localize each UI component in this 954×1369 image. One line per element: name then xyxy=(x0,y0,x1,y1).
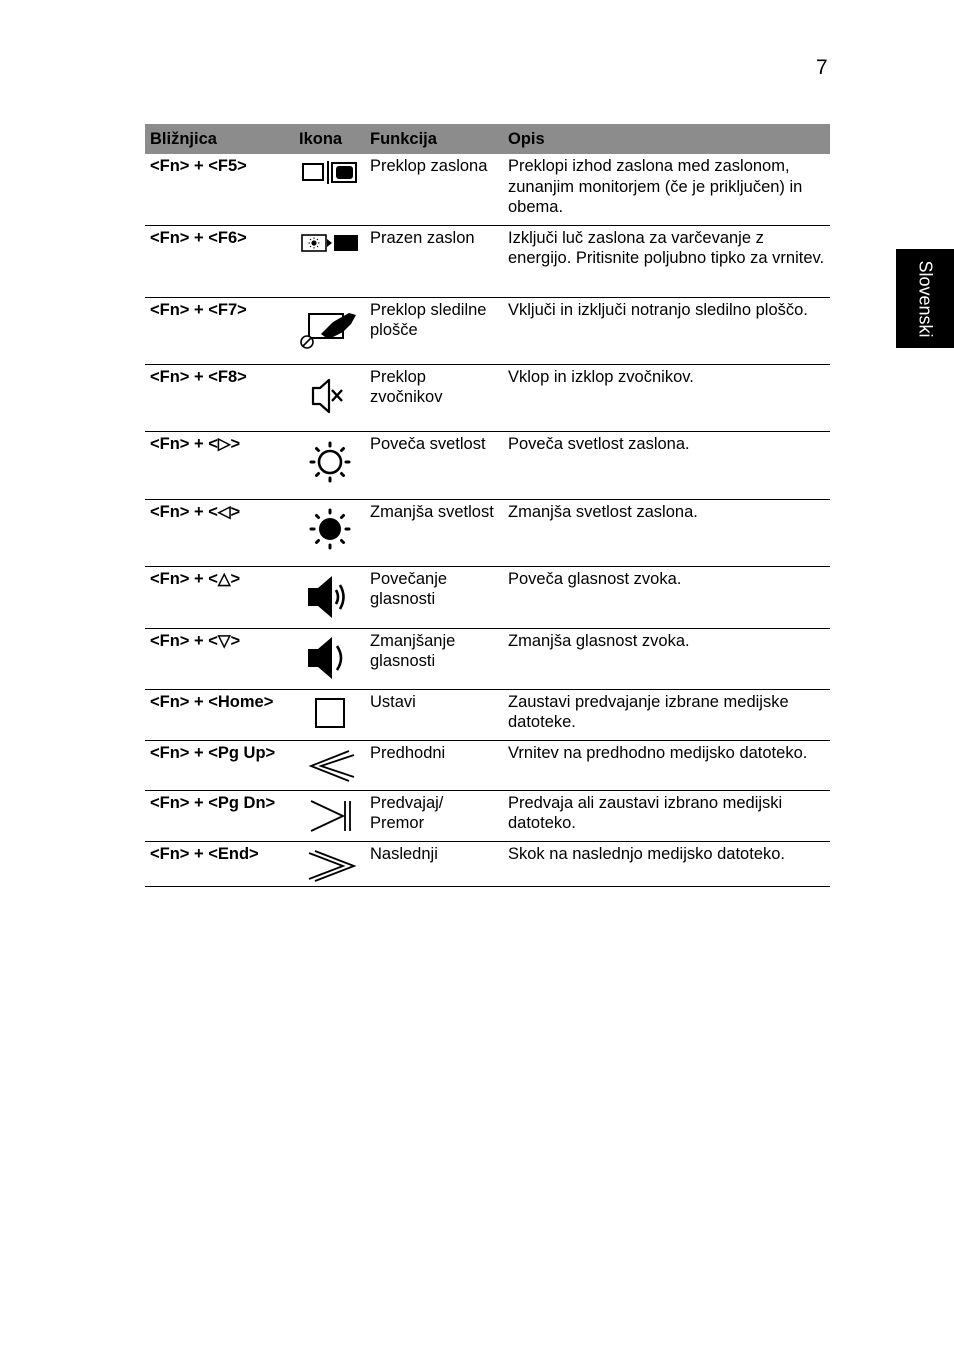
stop-icon xyxy=(299,694,361,734)
function-cell: Preklop sledilne plošče xyxy=(365,297,503,364)
shortcut-cell: <Fn> + <Home> xyxy=(145,689,294,740)
description-cell: Vrnitev na predhodno medijsko datoteko. xyxy=(503,740,830,790)
brightness-down-icon xyxy=(299,505,361,555)
description-cell: Predvaja ali zaustavi izbrano medijski datoteko. xyxy=(503,790,830,841)
description-cell: Vključi in izključi notranjo sledilno ploščo. xyxy=(503,297,830,364)
description-cell: Preklopi izhod zaslona med zaslonom, zunanjim monitorjem (če je priključen) in obema. xyxy=(503,154,830,225)
header-icon: Ikona xyxy=(294,124,365,154)
shortcut-cell: <Fn> + <F5> xyxy=(145,154,294,225)
table-row xyxy=(145,499,830,566)
page-number: 7 xyxy=(816,56,828,79)
description-cell: Skok na naslednjo medijsko datoteko. xyxy=(503,841,830,886)
table-row xyxy=(145,431,830,499)
description-cell: Izključi luč zaslona za varčevanje z energijo. Pritisnite poljubno tipko za vrnitev. xyxy=(503,225,830,297)
description-cell: Poveča svetlost zaslona. xyxy=(503,431,830,499)
volume-down-icon xyxy=(299,633,361,683)
function-cell: Preklop zaslona xyxy=(365,154,503,225)
shortcut-cell: <Fn> + <End> xyxy=(145,841,294,886)
shortcut-cell: <Fn> + <△> xyxy=(145,566,294,628)
function-cell: Poveča svetlost xyxy=(365,431,503,499)
function-cell: Prazen zaslon xyxy=(365,225,503,297)
table-header-row xyxy=(145,124,830,154)
shortcut-cell: <Fn> + <▷> xyxy=(145,431,294,499)
language-side-tab-label: Slovenski xyxy=(915,259,936,338)
function-cell: Predvajaj/ Premor xyxy=(365,790,503,841)
header-function: Funkcija xyxy=(365,124,503,154)
table-row xyxy=(145,154,830,225)
function-cell: Preklop zvočnikov xyxy=(365,364,503,431)
shortcut-table xyxy=(145,124,830,887)
next-icon xyxy=(299,846,361,886)
display-toggle-icon xyxy=(299,157,361,187)
table-row xyxy=(145,225,830,297)
language-side-tab xyxy=(896,249,954,348)
function-cell: Predhodni xyxy=(365,740,503,790)
description-cell: Poveča glasnost zvoka. xyxy=(503,566,830,628)
description-cell: Zmanjša svetlost zaslona. xyxy=(503,499,830,566)
header-description: Opis xyxy=(503,124,830,154)
table-row xyxy=(145,364,830,431)
description-cell: Zaustavi predvajanje izbrane medijske datoteke. xyxy=(503,689,830,740)
description-cell: Zmanjša glasnost zvoka. xyxy=(503,628,830,689)
speaker-mute-icon xyxy=(299,373,361,419)
table-row xyxy=(145,790,830,841)
shortcut-cell: <Fn> + <Pg Up> xyxy=(145,740,294,790)
function-cell: Zmanjšanje glasnosti xyxy=(365,628,503,689)
table-row xyxy=(145,740,830,790)
play-pause-icon xyxy=(299,795,361,837)
function-cell: Zmanjša svetlost xyxy=(365,499,503,566)
table-row xyxy=(145,841,830,886)
table-row xyxy=(145,628,830,689)
screen-blank-icon xyxy=(299,229,361,255)
function-cell: Naslednji xyxy=(365,841,503,886)
function-cell: Ustavi xyxy=(365,689,503,740)
table-row xyxy=(145,566,830,628)
shortcut-cell: <Fn> + <F8> xyxy=(145,364,294,431)
description-cell: Vklop in izklop zvočnikov. xyxy=(503,364,830,431)
previous-icon xyxy=(299,746,361,786)
header-shortcut: Bližnjica xyxy=(145,124,294,154)
brightness-up-icon xyxy=(299,438,361,488)
function-cell: Povečanje glasnosti xyxy=(365,566,503,628)
shortcut-cell: <Fn> + <◁> xyxy=(145,499,294,566)
touchpad-toggle-icon xyxy=(299,304,361,352)
shortcut-cell: <Fn> + <Pg Dn> xyxy=(145,790,294,841)
shortcut-cell: <Fn> + <▽> xyxy=(145,628,294,689)
volume-up-icon xyxy=(299,571,361,623)
table-row xyxy=(145,689,830,740)
shortcut-cell: <Fn> + <F6> xyxy=(145,225,294,297)
table-row xyxy=(145,297,830,364)
shortcut-cell: <Fn> + <F7> xyxy=(145,297,294,364)
